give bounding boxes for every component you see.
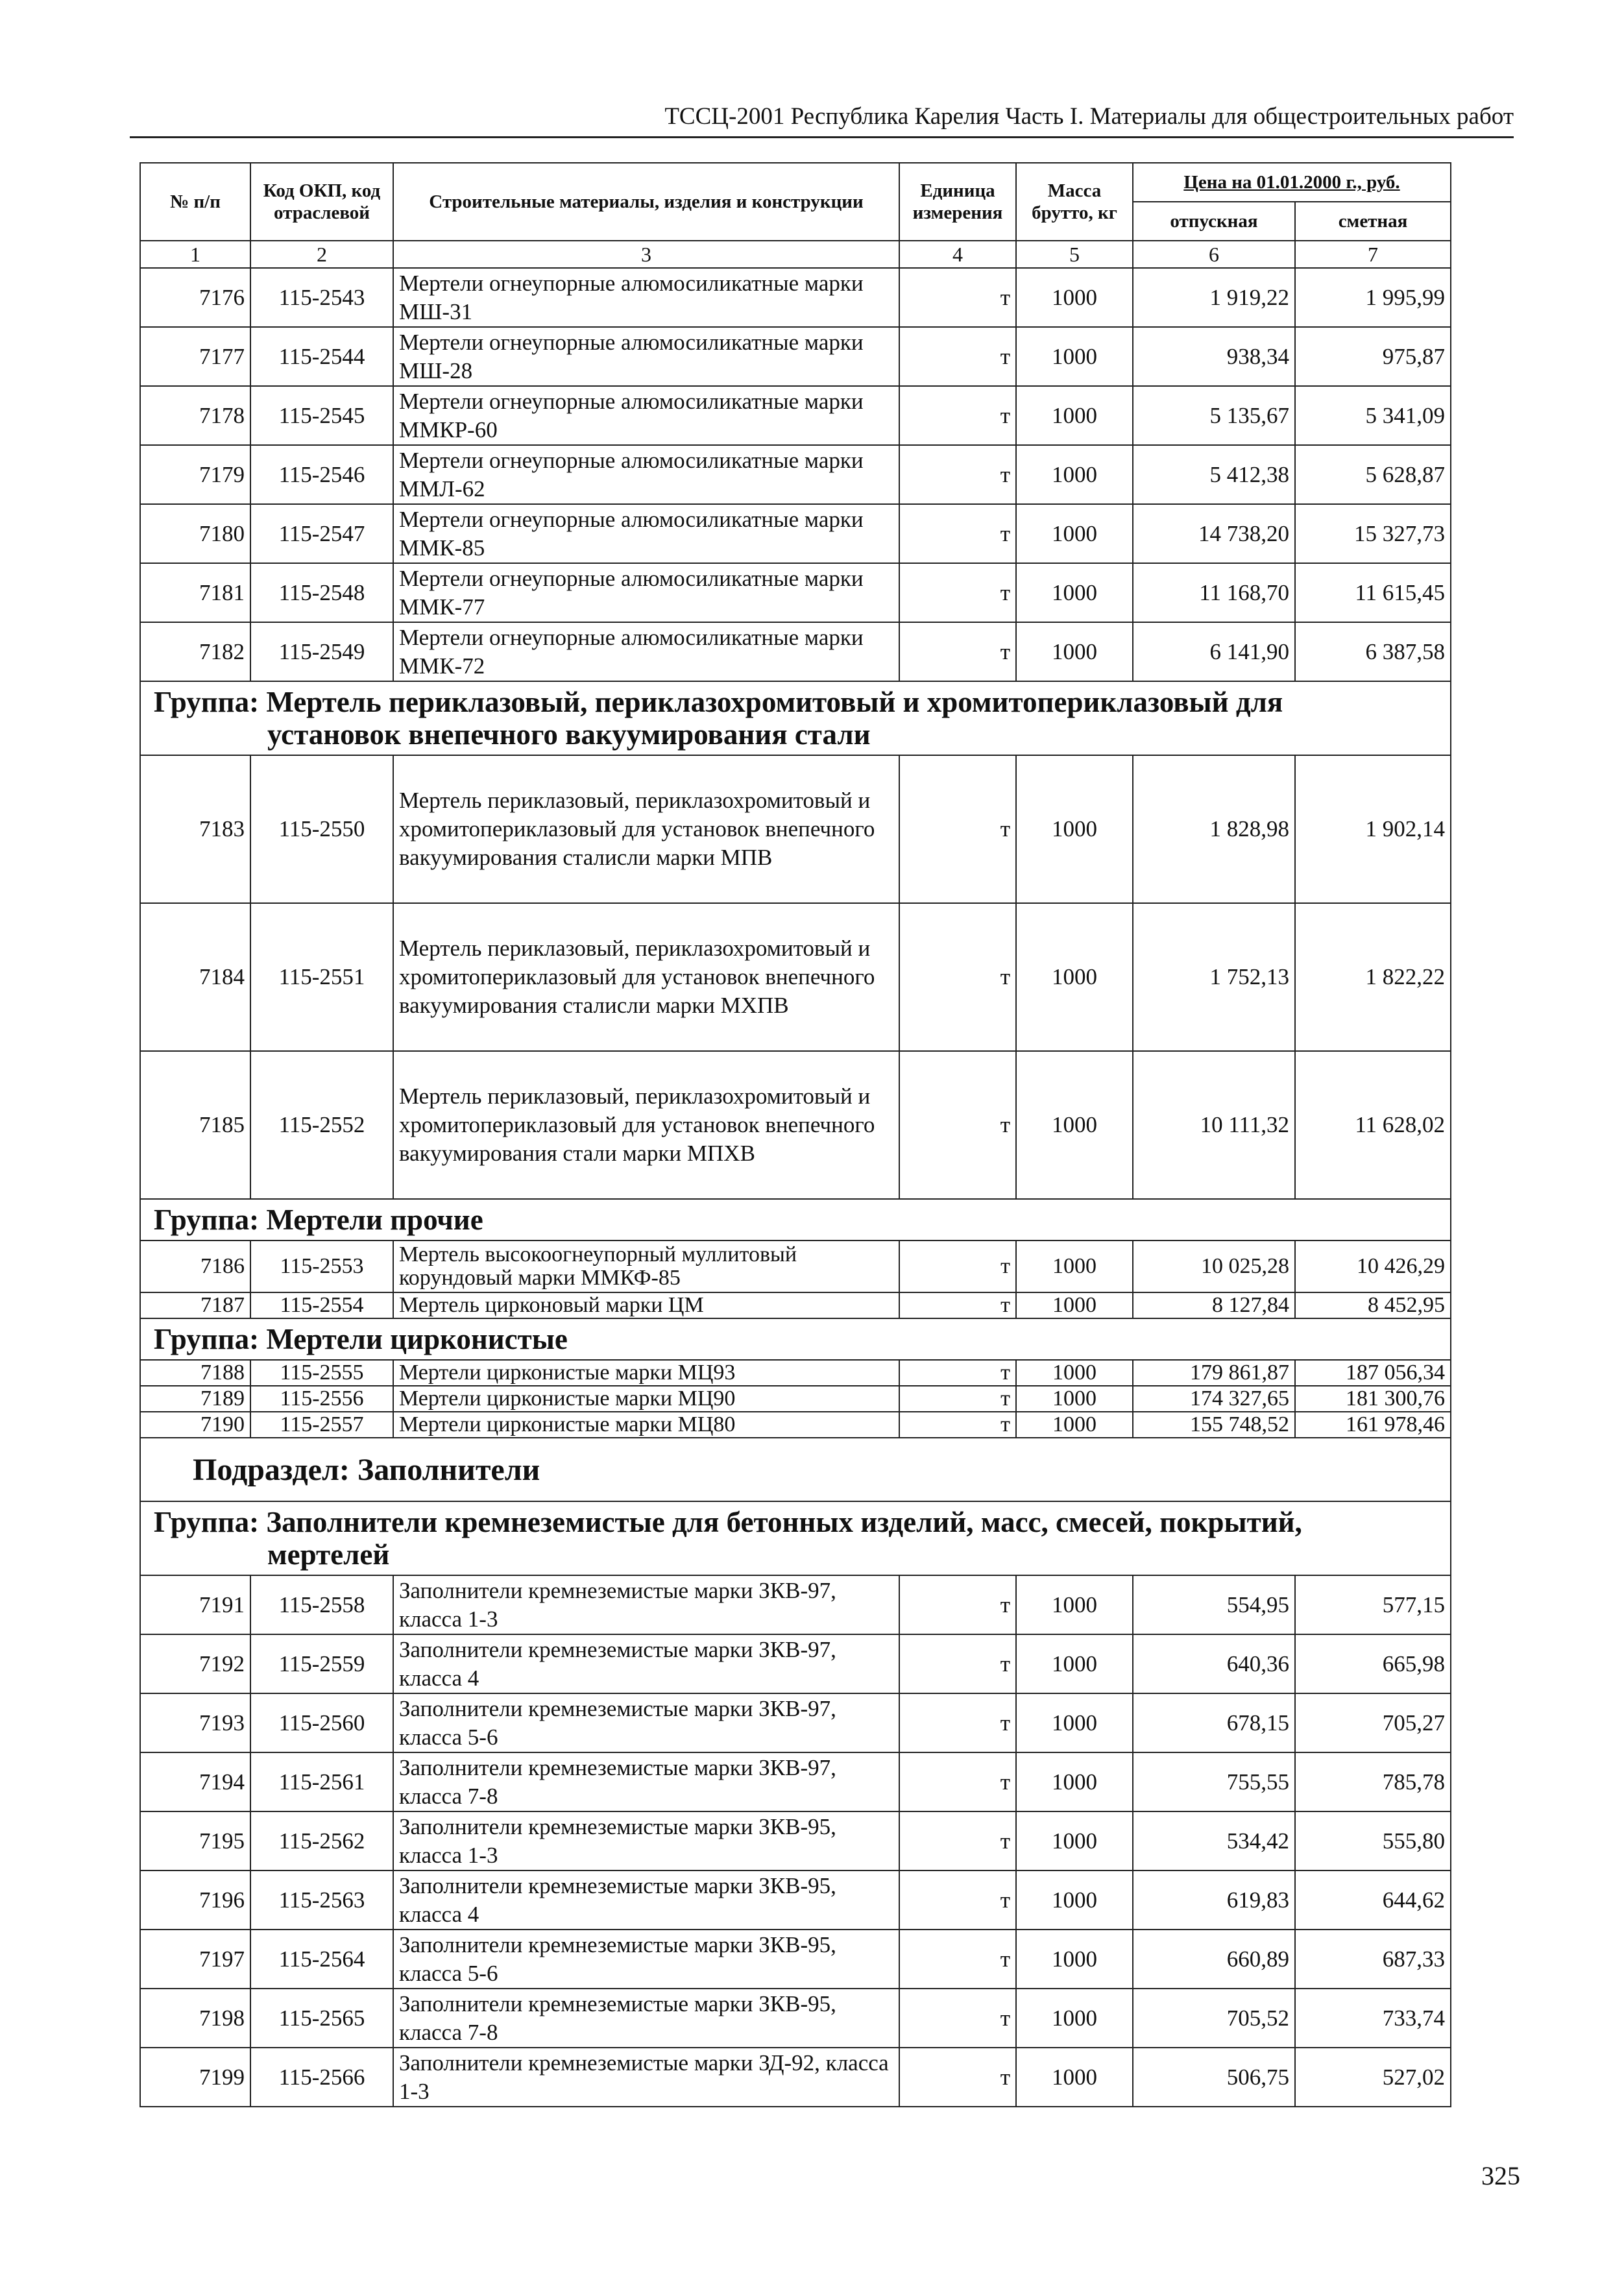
row-name: Мертели огнеупорные алюмосиликатные марки МШ-31: [393, 268, 899, 327]
col-header-no: № п/п: [140, 163, 250, 241]
row-price-release: 938,34: [1133, 327, 1295, 386]
table-body: [140, 241, 1451, 2107]
row-code: 115-2556: [250, 1386, 393, 1412]
row-name: Мертели огнеупорные алюмосиликатные марки ММК-72: [393, 622, 899, 681]
group-heading: [140, 1501, 1451, 1575]
column-number: 7: [1295, 241, 1451, 268]
row-mass: 1000: [1016, 2048, 1133, 2107]
row-price-release: 179 861,87: [1133, 1360, 1295, 1386]
row-code: 115-2562: [250, 1811, 393, 1870]
table-row: [140, 755, 1451, 903]
row-code: 115-2550: [250, 755, 393, 903]
row-number: 7198: [140, 1989, 250, 2048]
row-unit: т: [899, 1693, 1016, 1752]
row-name: Мертель цирконовый марки ЦМ: [393, 1292, 899, 1318]
row-price-release: 619,83: [1133, 1870, 1295, 1930]
row-price-release: 1 752,13: [1133, 903, 1295, 1051]
row-mass: 1000: [1016, 1051, 1133, 1199]
row-unit: т: [899, 1241, 1016, 1292]
row-name: Мертели огнеупорные алюмосиликатные марки МШ-28: [393, 327, 899, 386]
row-number: 7193: [140, 1693, 250, 1752]
row-number: 7179: [140, 445, 250, 504]
group-heading: Группа: Мертели цирконистые: [140, 1318, 1451, 1360]
row-number: 7194: [140, 1752, 250, 1811]
row-price-release: 11 168,70: [1133, 563, 1295, 622]
table-row: [140, 1386, 1451, 1412]
row-mass: 1000: [1016, 563, 1133, 622]
row-number: 7197: [140, 1930, 250, 1989]
row-price-estimate: 705,27: [1295, 1693, 1451, 1752]
column-number: 2: [250, 241, 393, 268]
row-price-estimate: 10 426,29: [1295, 1241, 1451, 1292]
table-row: [140, 1412, 1451, 1438]
row-code: 115-2548: [250, 563, 393, 622]
group-heading-line: установок внепечного вакуумирования стали: [267, 718, 871, 751]
row-unit: т: [899, 1051, 1016, 1199]
row-mass: 1000: [1016, 1752, 1133, 1811]
row-code: 115-2546: [250, 445, 393, 504]
row-name: Заполнители кремнеземистые марки ЗКВ-97, класса 1-3: [393, 1575, 899, 1634]
row-code: 115-2552: [250, 1051, 393, 1199]
row-number: 7189: [140, 1386, 250, 1412]
row-unit: т: [899, 504, 1016, 563]
row-price-estimate: 11 615,45: [1295, 563, 1451, 622]
col-header-price: Цена на 01.01.2000 г., руб.: [1133, 163, 1451, 202]
running-header: ТССЦ-2001 Республика Карелия Часть I. Материалы для общестроительных работ: [130, 97, 1514, 138]
table-row: [140, 386, 1451, 445]
row-code: 115-2560: [250, 1693, 393, 1752]
row-number: 7183: [140, 755, 250, 903]
row-number: 7188: [140, 1360, 250, 1386]
header-row: [140, 163, 1451, 202]
row-code: 115-2549: [250, 622, 393, 681]
row-number: 7180: [140, 504, 250, 563]
table-row: [140, 1051, 1451, 1199]
row-price-release: 678,15: [1133, 1693, 1295, 1752]
table-row: [140, 1241, 1451, 1292]
row-code: 115-2547: [250, 504, 393, 563]
row-mass: 1000: [1016, 622, 1133, 681]
col-header-mass: Масса брутто, кг: [1016, 163, 1133, 241]
row-number: 7195: [140, 1811, 250, 1870]
row-mass: 1000: [1016, 1412, 1133, 1438]
row-price-release: 1 919,22: [1133, 268, 1295, 327]
group-heading-line: мертелей: [267, 1538, 390, 1571]
table-row: [140, 445, 1451, 504]
row-name: Мертели цирконистые марки МЦ93: [393, 1360, 899, 1386]
column-number: 5: [1016, 241, 1133, 268]
row-unit: т: [899, 386, 1016, 445]
row-price-release: 174 327,65: [1133, 1386, 1295, 1412]
table-row: [140, 1752, 1451, 1811]
row-price-release: 660,89: [1133, 1930, 1295, 1989]
row-mass: 1000: [1016, 903, 1133, 1051]
row-code: 115-2545: [250, 386, 393, 445]
row-unit: т: [899, 1989, 1016, 2048]
row-price-release: 534,42: [1133, 1811, 1295, 1870]
row-mass: 1000: [1016, 1811, 1133, 1870]
row-number: 7178: [140, 386, 250, 445]
row-name: Мертели огнеупорные алюмосиликатные марки ММК-77: [393, 563, 899, 622]
page-number: 325: [1481, 2161, 1520, 2190]
row-code: 115-2555: [250, 1360, 393, 1386]
row-price-release: 705,52: [1133, 1989, 1295, 2048]
row-unit: т: [899, 1811, 1016, 1870]
row-price-release: 6 141,90: [1133, 622, 1295, 681]
row-mass: 1000: [1016, 1693, 1133, 1752]
table-row: [140, 563, 1451, 622]
table-row: [140, 903, 1451, 1051]
table-row: [140, 504, 1451, 563]
row-number: 7186: [140, 1241, 250, 1292]
table-row: [140, 2048, 1451, 2107]
row-price-estimate: 733,74: [1295, 1989, 1451, 2048]
row-mass: 1000: [1016, 1989, 1133, 2048]
row-name: Заполнители кремнеземистые марки ЗКВ-97, класса 7-8: [393, 1752, 899, 1811]
row-name: Заполнители кремнеземистые марки ЗКВ-95, класса 7-8: [393, 1989, 899, 2048]
row-mass: 1000: [1016, 327, 1133, 386]
table-row: [140, 1693, 1451, 1752]
row-price-estimate: 1 902,14: [1295, 755, 1451, 903]
row-mass: 1000: [1016, 445, 1133, 504]
row-price-release: 554,95: [1133, 1575, 1295, 1634]
row-number: 7182: [140, 622, 250, 681]
table-row: [140, 1575, 1451, 1634]
row-price-estimate: 527,02: [1295, 2048, 1451, 2107]
group-heading-line: Группа: Мертель периклазовый, периклазохромитовый и хромитопериклазовый для: [154, 686, 1283, 718]
row-unit: т: [899, 445, 1016, 504]
row-code: 115-2558: [250, 1575, 393, 1634]
row-code: 115-2553: [250, 1241, 393, 1292]
row-number: 7191: [140, 1575, 250, 1634]
row-unit: т: [899, 1752, 1016, 1811]
row-number: 7177: [140, 327, 250, 386]
row-number: 7196: [140, 1870, 250, 1930]
row-code: 115-2544: [250, 327, 393, 386]
row-price-release: 155 748,52: [1133, 1412, 1295, 1438]
row-unit: т: [899, 622, 1016, 681]
row-mass: 1000: [1016, 268, 1133, 327]
table-row: [140, 1930, 1451, 1989]
row-price-estimate: 577,15: [1295, 1575, 1451, 1634]
col-header-name: Строительные материалы, изделия и конструкции: [393, 163, 899, 241]
col-header-code: Код ОКП, код отраслевой: [250, 163, 393, 241]
price-table: [139, 162, 1451, 2107]
row-price-release: 1 828,98: [1133, 755, 1295, 903]
row-unit: т: [899, 1634, 1016, 1693]
row-price-estimate: 161 978,46: [1295, 1412, 1451, 1438]
col-header-price-release: отпускная: [1133, 202, 1295, 241]
column-number: 4: [899, 241, 1016, 268]
row-price-estimate: 8 452,95: [1295, 1292, 1451, 1318]
row-name: Мертель периклазовый, периклазохромитовый и хромитопериклазовый для установок внепечного вакуумирования сталисли марки МПВ: [393, 755, 899, 903]
row-number: 7199: [140, 2048, 250, 2107]
row-price-release: 10 025,28: [1133, 1241, 1295, 1292]
table-row: [140, 622, 1451, 681]
row-mass: 1000: [1016, 755, 1133, 903]
row-price-estimate: 15 327,73: [1295, 504, 1451, 563]
row-name: Заполнители кремнеземистые марки ЗКВ-97, класса 5-6: [393, 1693, 899, 1752]
row-number: 7187: [140, 1292, 250, 1318]
row-mass: 1000: [1016, 1634, 1133, 1693]
group-heading-line: Группа: Заполнители кремнеземистые для бетонных изделий, масс, смесей, покрытий,: [154, 1506, 1302, 1538]
row-number: 7184: [140, 903, 250, 1051]
table-row: [140, 1870, 1451, 1930]
row-price-release: 10 111,32: [1133, 1051, 1295, 1199]
row-code: 115-2566: [250, 2048, 393, 2107]
row-price-estimate: 975,87: [1295, 327, 1451, 386]
row-code: 115-2564: [250, 1930, 393, 1989]
table-row: [140, 1811, 1451, 1870]
row-name: Заполнители кремнеземистые марки ЗКВ-95, класса 1-3: [393, 1811, 899, 1870]
row-unit: т: [899, 755, 1016, 903]
row-name: Мертель периклазовый, периклазохромитовый и хромитопериклазовый для установок внепечного вакуумирования сталисли марки МХПВ: [393, 903, 899, 1051]
row-price-estimate: 181 300,76: [1295, 1386, 1451, 1412]
row-price-estimate: 11 628,02: [1295, 1051, 1451, 1199]
row-price-release: 755,55: [1133, 1752, 1295, 1811]
row-code: 115-2554: [250, 1292, 393, 1318]
row-price-release: 640,36: [1133, 1634, 1295, 1693]
column-number: 6: [1133, 241, 1295, 268]
row-price-release: 8 127,84: [1133, 1292, 1295, 1318]
table-row: [140, 1292, 1451, 1318]
row-unit: т: [899, 903, 1016, 1051]
row-price-release: 14 738,20: [1133, 504, 1295, 563]
group-heading: Группа: Мертели прочие: [140, 1199, 1451, 1241]
row-unit: т: [899, 1412, 1016, 1438]
table-row: [140, 268, 1451, 327]
row-price-release: 5 412,38: [1133, 445, 1295, 504]
column-number-row: [140, 241, 1451, 268]
row-unit: т: [899, 327, 1016, 386]
row-price-estimate: 1 995,99: [1295, 268, 1451, 327]
row-price-estimate: 5 341,09: [1295, 386, 1451, 445]
row-name: Заполнители кремнеземистые марки ЗКВ-95, класса 4: [393, 1870, 899, 1930]
row-code: 115-2561: [250, 1752, 393, 1811]
row-mass: 1000: [1016, 1292, 1133, 1318]
col-header-price-estimate: сметная: [1295, 202, 1451, 241]
row-mass: 1000: [1016, 1241, 1133, 1292]
row-price-estimate: 687,33: [1295, 1930, 1451, 1989]
table-row: [140, 1634, 1451, 1693]
row-unit: т: [899, 563, 1016, 622]
row-name: Заполнители кремнеземистые марки ЗКВ-95, класса 5-6: [393, 1930, 899, 1989]
row-mass: 1000: [1016, 504, 1133, 563]
row-unit: т: [899, 1292, 1016, 1318]
row-name: Мертели огнеупорные алюмосиликатные марки ММК-85: [393, 504, 899, 563]
row-mass: 1000: [1016, 386, 1133, 445]
row-number: 7176: [140, 268, 250, 327]
row-price-estimate: 6 387,58: [1295, 622, 1451, 681]
row-unit: т: [899, 268, 1016, 327]
row-number: 7192: [140, 1634, 250, 1693]
row-code: 115-2563: [250, 1870, 393, 1930]
row-number: 7190: [140, 1412, 250, 1438]
table-row: [140, 1360, 1451, 1386]
table-row: [140, 327, 1451, 386]
row-price-estimate: 1 822,22: [1295, 903, 1451, 1051]
column-number: 3: [393, 241, 899, 268]
row-name: Заполнители кремнеземистые марки ЗД-92, класса 1-3: [393, 2048, 899, 2107]
row-mass: 1000: [1016, 1386, 1133, 1412]
row-number: 7185: [140, 1051, 250, 1199]
row-name: Мертели огнеупорные алюмосиликатные марки ММКР-60: [393, 386, 899, 445]
row-unit: т: [899, 1870, 1016, 1930]
row-price-release: 506,75: [1133, 2048, 1295, 2107]
row-code: 115-2551: [250, 903, 393, 1051]
row-code: 115-2543: [250, 268, 393, 327]
row-price-estimate: 5 628,87: [1295, 445, 1451, 504]
row-name: Мертели цирконистые марки МЦ80: [393, 1412, 899, 1438]
row-mass: 1000: [1016, 1930, 1133, 1989]
row-name: Мертель периклазовый, периклазохромитовый и хромитопериклазовый для установок внепечного вакуумирования стали марки МПХВ: [393, 1051, 899, 1199]
row-code: 115-2565: [250, 1989, 393, 2048]
row-mass: 1000: [1016, 1575, 1133, 1634]
row-unit: т: [899, 1386, 1016, 1412]
row-price-estimate: 555,80: [1295, 1811, 1451, 1870]
row-price-estimate: 785,78: [1295, 1752, 1451, 1811]
row-unit: т: [899, 1575, 1016, 1634]
row-name: Мертели цирконистые марки МЦ90: [393, 1386, 899, 1412]
row-mass: 1000: [1016, 1870, 1133, 1930]
col-header-unit: Единица измерения: [899, 163, 1016, 241]
row-price-release: 5 135,67: [1133, 386, 1295, 445]
row-price-estimate: 665,98: [1295, 1634, 1451, 1693]
column-number: 1: [140, 241, 250, 268]
row-unit: т: [899, 2048, 1016, 2107]
group-heading: [140, 681, 1451, 755]
row-price-estimate: 644,62: [1295, 1870, 1451, 1930]
row-code: 115-2557: [250, 1412, 393, 1438]
subsection-heading: Подраздел: Заполнители: [140, 1438, 1451, 1501]
row-number: 7181: [140, 563, 250, 622]
row-price-estimate: 187 056,34: [1295, 1360, 1451, 1386]
row-unit: т: [899, 1930, 1016, 1989]
row-code: 115-2559: [250, 1634, 393, 1693]
row-unit: т: [899, 1360, 1016, 1386]
row-name: Заполнители кремнеземистые марки ЗКВ-97, класса 4: [393, 1634, 899, 1693]
row-name: Мертели огнеупорные алюмосиликатные марки ММЛ-62: [393, 445, 899, 504]
row-name: Мертель высокоогнеупорный муллитовый корундовый марки ММКФ-85: [393, 1241, 899, 1292]
table-row: [140, 1989, 1451, 2048]
row-mass: 1000: [1016, 1360, 1133, 1386]
